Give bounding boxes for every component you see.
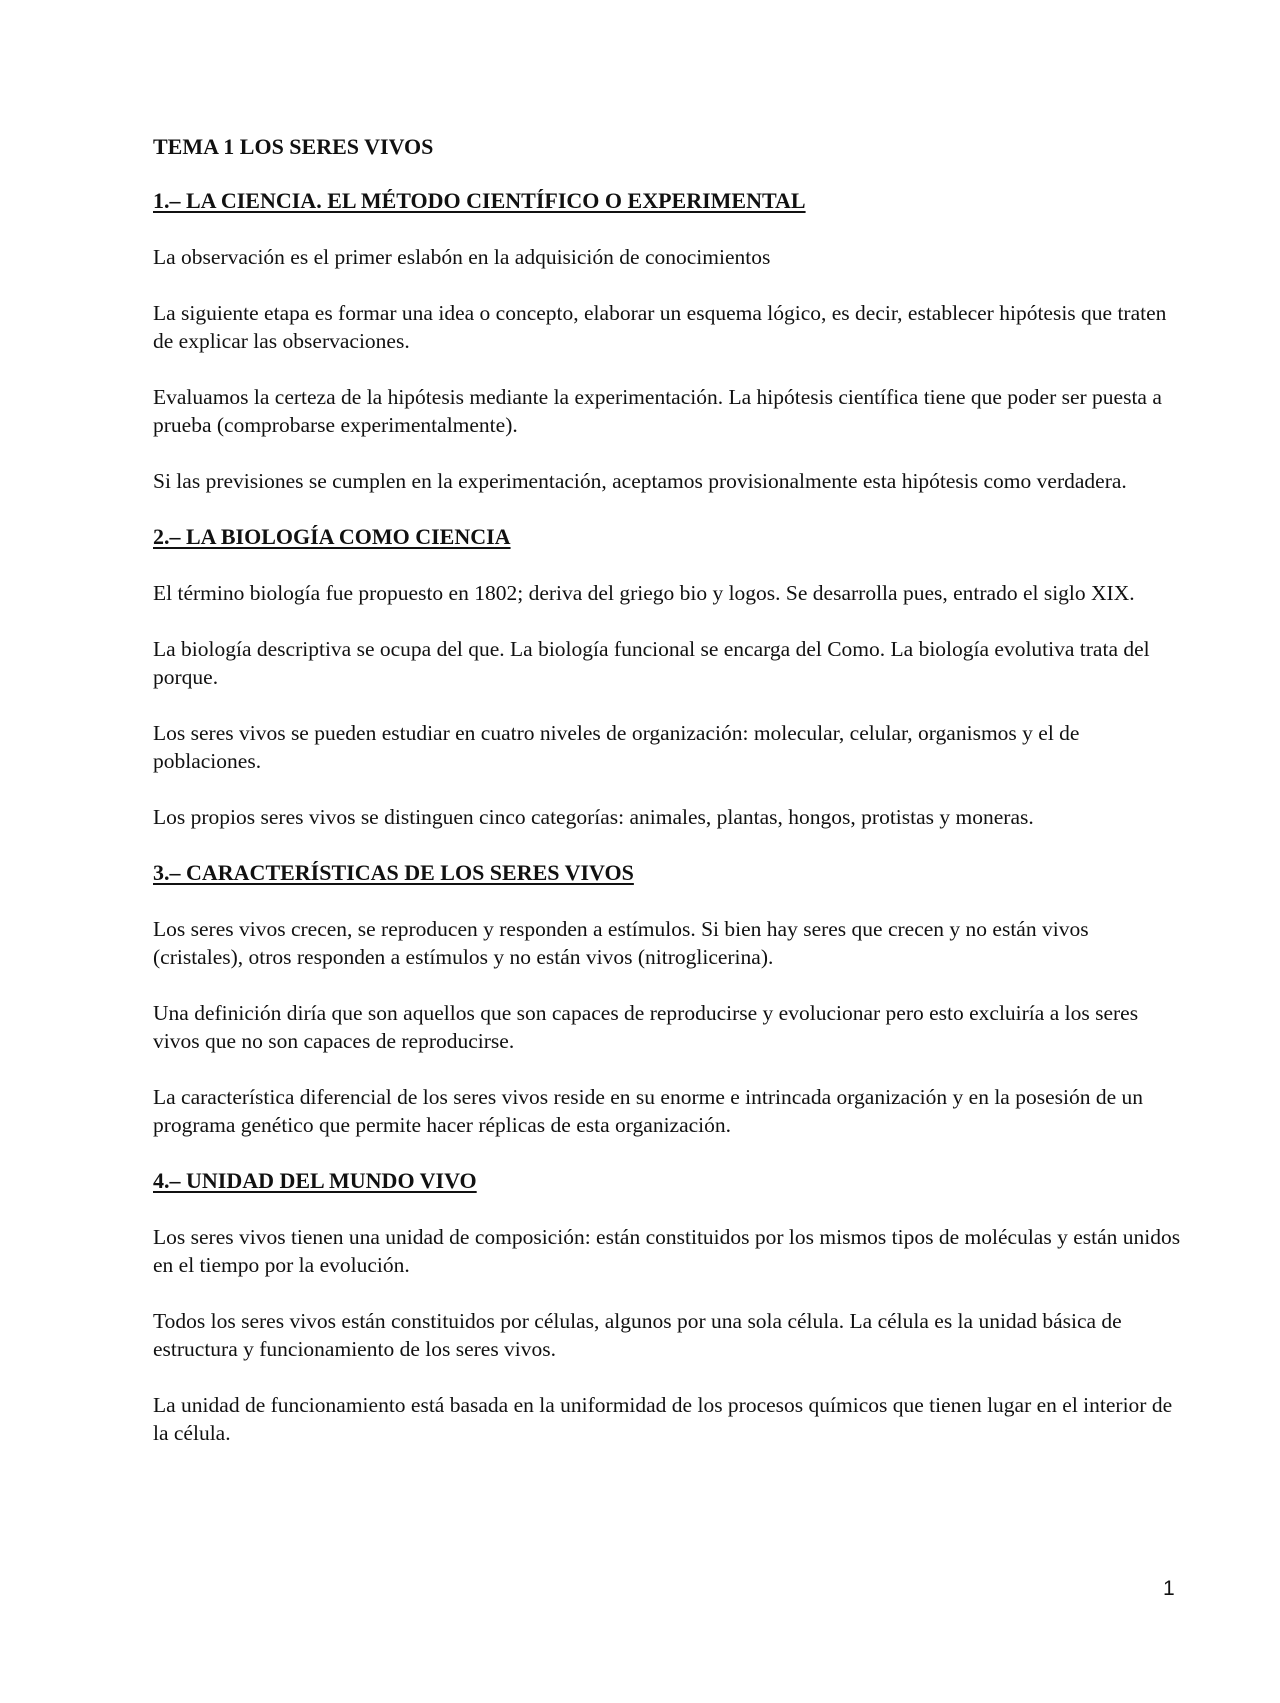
- paragraph: La biología descriptiva se ocupa del que. La biología funcional se encarga del Como. La biología evolutiva trata del porque.: [153, 637, 1150, 689]
- section-heading: 4.– UNIDAD DEL MUNDO VIVO: [153, 1168, 477, 1193]
- section-heading: 3.– CARACTERÍSTICAS DE LOS SERES VIVOS: [153, 860, 634, 885]
- paragraph: El término biología fue propuesto en 1802; deriva del griego bio y logos. Se desarrolla pues, entrado el siglo XIX.: [153, 581, 1135, 605]
- paragraph: La unidad de funcionamiento está basada en la uniformidad de los procesos químicos que tienen lugar en el interior de la célula.: [153, 1393, 1173, 1445]
- section-heading: 1.– LA CIENCIA. EL MÉTODO CIENTÍFICO O EXPERIMENTAL: [153, 188, 806, 213]
- document-title: TEMA 1 LOS SERES VIVOS: [153, 134, 434, 159]
- paragraph: La característica diferencial de los seres vivos reside en su enorme e intrincada organización y en la posesión de un programa genético que permite hacer réplicas de esta organización.: [153, 1085, 1143, 1137]
- section-1: [153, 187, 1183, 495]
- section-4: [153, 1167, 1183, 1447]
- section-heading: 2.– LA BIOLOGÍA COMO CIENCIA: [153, 524, 511, 549]
- paragraph: La observación es el primer eslabón en la adquisición de conocimientos: [153, 245, 771, 269]
- paragraph: Los seres vivos se pueden estudiar en cuatro niveles de organización: molecular, celular, organismos y el de poblaciones.: [153, 721, 1080, 773]
- paragraph: Los seres vivos crecen, se reproducen y responden a estímulos. Si bien hay seres que crecen y no están vivos (cristales), otros responden a estímulos y no están vivos (nitroglicerina).: [153, 917, 1089, 969]
- paragraph: Todos los seres vivos están constituidos por células, algunos por una sola célula. La célula es la unidad básica de estructura y funcionamiento de los seres vivos.: [153, 1309, 1122, 1361]
- paragraph: Evaluamos la certeza de la hipótesis mediante la experimentación. La hipótesis científica tiene que poder ser puesta a prueba (comprobarse experimentalmente).: [153, 385, 1162, 437]
- section-3: [153, 859, 1183, 1139]
- paragraph: Los propios seres vivos se distinguen cinco categorías: animales, plantas, hongos, protistas y moneras.: [153, 805, 1034, 829]
- section-2: [153, 523, 1183, 831]
- paragraph: Si las previsiones se cumplen en la experimentación, aceptamos provisionalmente esta hipótesis como verdadera.: [153, 469, 1127, 493]
- page-content: [153, 133, 1183, 1475]
- paragraph: Los seres vivos tienen una unidad de composición: están constituidos por los mismos tipos de moléculas y están unidos en el tiempo por la evolución.: [153, 1225, 1181, 1277]
- page-number: 1: [1163, 1577, 1175, 1600]
- paragraph: Una definición diría que son aquellos que son capaces de reproducirse y evolucionar pero esto excluiría a los seres vivos que no son capaces de reproducirse.: [153, 1001, 1139, 1053]
- paragraph: La siguiente etapa es formar una idea o concepto, elaborar un esquema lógico, es decir, establecer hipótesis que traten de explicar las observaciones.: [153, 301, 1167, 353]
